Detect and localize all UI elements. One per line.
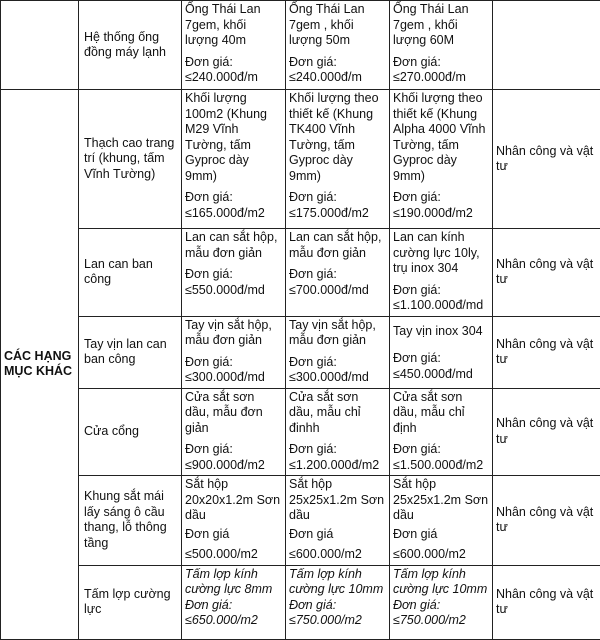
price-label: Đơn giá:	[289, 598, 386, 614]
option-cell	[286, 476, 390, 566]
item-name: Tay vịn lan can ban công	[79, 316, 182, 388]
price-value: ≤240.000đ/m	[289, 70, 386, 86]
option-desc: Lan can sắt hộp, mẫu đơn giản	[185, 230, 282, 261]
option-desc: Ống Thái Lan 7gem , khối lượng 50m	[289, 2, 386, 49]
option-desc: Sắt hộp 25x25x1.2m Sơn dầu	[393, 477, 489, 524]
price-value: ≤1.500.000đ/m2	[393, 458, 489, 474]
price-label: Đơn giá:	[393, 442, 489, 458]
item-name: Lan can ban công	[79, 229, 182, 317]
price-label: Đơn giá:	[393, 190, 489, 206]
option-desc: Tay vịn sắt hộp, mẫu đơn giản	[185, 318, 282, 349]
table-row	[1, 316, 600, 388]
option-cell	[286, 1, 390, 90]
option-cell	[182, 1, 286, 90]
option-cell	[286, 565, 390, 639]
price-value: ≤550.000đ/md	[185, 283, 282, 299]
option-desc: Cửa sắt sơn dầu, mẫu chỉ định	[393, 390, 489, 437]
price-value: ≤750.000/m2	[393, 613, 489, 629]
item-name: Hệ thống ống đồng máy lạnh	[79, 1, 182, 90]
option-desc: Lan can sắt hộp, mẫu đơn giản	[289, 230, 386, 261]
note-cell: Nhân công và vật tư	[493, 229, 600, 317]
option-desc: Ống Thái Lan 7gem, khối lượng 40m	[185, 2, 282, 49]
option-cell	[286, 316, 390, 388]
option-desc: Khối lượng 100m2 (Khung M29 Vĩnh Tường, tấm Gyproc dày 9mm)	[185, 91, 282, 184]
table-row	[1, 90, 600, 229]
option-desc: Khối lượng theo thiết kế (Khung Alpha 4000 Vĩnh Tường, tấm Gyproc dày 9mm)	[393, 91, 489, 184]
option-cell	[182, 565, 286, 639]
table-row	[1, 565, 600, 639]
price-label: Đơn giá:	[185, 442, 282, 458]
price-value: ≤175.000đ/m2	[289, 206, 386, 222]
price-value: ≤1.200.000đ/m2	[289, 458, 386, 474]
price-label: Đơn giá:	[289, 355, 386, 371]
note-cell: Nhân công và vật tư	[493, 565, 600, 639]
table-row	[1, 388, 600, 476]
price-value: ≤165.000đ/m2	[185, 206, 282, 222]
option-cell	[390, 476, 493, 566]
price-value: ≤270.000đ/m	[393, 70, 489, 86]
table-row	[1, 229, 600, 317]
option-cell	[182, 90, 286, 229]
price-value: ≤900.000đ/m2	[185, 458, 282, 474]
price-value: ≤750.000/m2	[289, 613, 386, 629]
price-label: Đơn giá:	[185, 355, 282, 371]
price-label: Đơn giá:	[393, 283, 489, 299]
option-desc: Tay vịn sắt hộp, mẫu đơn giản	[289, 318, 386, 349]
price-label: Đơn giá	[393, 527, 489, 543]
option-cell	[390, 90, 493, 229]
group-label: CÁC HẠNG MỤC KHÁC	[1, 90, 79, 640]
option-cell	[182, 476, 286, 566]
note-cell: Nhân công và vật tư	[493, 90, 600, 229]
price-value: ≤300.000đ/md	[289, 370, 386, 386]
option-desc: Tay vịn inox 304	[393, 324, 489, 340]
price-label: Đơn giá	[289, 527, 386, 543]
option-desc: Ống Thái Lan 7gem , khối lượng 60M	[393, 2, 489, 49]
price-label: Đơn giá:	[289, 442, 386, 458]
option-cell	[390, 316, 493, 388]
note-cell: Nhân công và vật tư	[493, 316, 600, 388]
price-label: Đơn giá:	[289, 55, 386, 71]
price-value: ≤1.100.000đ/md	[393, 298, 489, 314]
price-value: ≤450.000đ/md	[393, 367, 489, 383]
price-value: ≤600.000/m2	[289, 547, 386, 563]
table-row	[1, 1, 600, 90]
note-cell: Nhân công và vật tư	[493, 476, 600, 566]
price-label: Đơn giá:	[393, 598, 489, 614]
price-value: ≤300.000đ/md	[185, 370, 282, 386]
price-label: Đơn giá:	[185, 267, 282, 283]
price-value: ≤190.000đ/m2	[393, 206, 489, 222]
option-desc: Sắt hộp 25x25x1.2m Sơn dầu	[289, 477, 386, 524]
option-desc: Tấm lợp kính cường lực 8mm	[185, 567, 282, 598]
option-desc: Lan can kính cường lực 10ly, trụ inox 304	[393, 230, 489, 277]
note-cell	[493, 1, 600, 90]
option-desc: Tấm lợp kính cường lực 10mm	[289, 567, 386, 598]
option-desc: Cửa sắt sơn dầu, mẫu chỉ đinhh	[289, 390, 386, 437]
price-label: Đơn giá:	[185, 190, 282, 206]
price-value: ≤700.000đ/md	[289, 283, 386, 299]
table-row	[1, 476, 600, 566]
item-name: Tấm lợp cường lực	[79, 565, 182, 639]
price-value: ≤500.000/m2	[185, 547, 282, 563]
price-label: Đơn giá:	[393, 55, 489, 71]
price-label: Đơn giá:	[393, 351, 489, 367]
category-cell	[1, 1, 79, 90]
option-cell	[390, 1, 493, 90]
item-name: Khung sắt mái lấy sáng ô cầu thang, lỗ thông tầng	[79, 476, 182, 566]
item-name: Cửa cổng	[79, 388, 182, 476]
option-cell	[390, 229, 493, 317]
price-value: ≤240.000đ/m	[185, 70, 282, 86]
option-cell	[286, 229, 390, 317]
option-desc: Tấm lợp kính cường lực 10mm	[393, 567, 489, 598]
price-value: ≤650.000/m2	[185, 613, 282, 629]
option-cell	[286, 388, 390, 476]
option-desc: Khối lượng theo thiết kế (Khung TK400 Vĩnh Tường, tấm Gyproc dày 9mm)	[289, 91, 386, 184]
price-label: Đơn giá:	[289, 267, 386, 283]
option-cell	[390, 388, 493, 476]
option-cell	[182, 388, 286, 476]
price-label: Đơn giá:	[185, 55, 282, 71]
option-cell	[390, 565, 493, 639]
option-cell	[182, 316, 286, 388]
price-value: ≤600.000/m2	[393, 547, 489, 563]
price-label: Đơn giá	[185, 527, 282, 543]
price-label: Đơn giá:	[289, 190, 386, 206]
option-cell	[182, 229, 286, 317]
option-desc: Cửa sắt sơn dầu, mẫu đơn giản	[185, 390, 282, 437]
note-cell: Nhân công và vật tư	[493, 388, 600, 476]
option-desc: Sắt hộp 20x20x1.2m Sơn dầu	[185, 477, 282, 524]
item-name: Thạch cao trang trí (khung, tấm Vĩnh Tường)	[79, 90, 182, 229]
price-label: Đơn giá:	[185, 598, 282, 614]
option-cell	[286, 90, 390, 229]
